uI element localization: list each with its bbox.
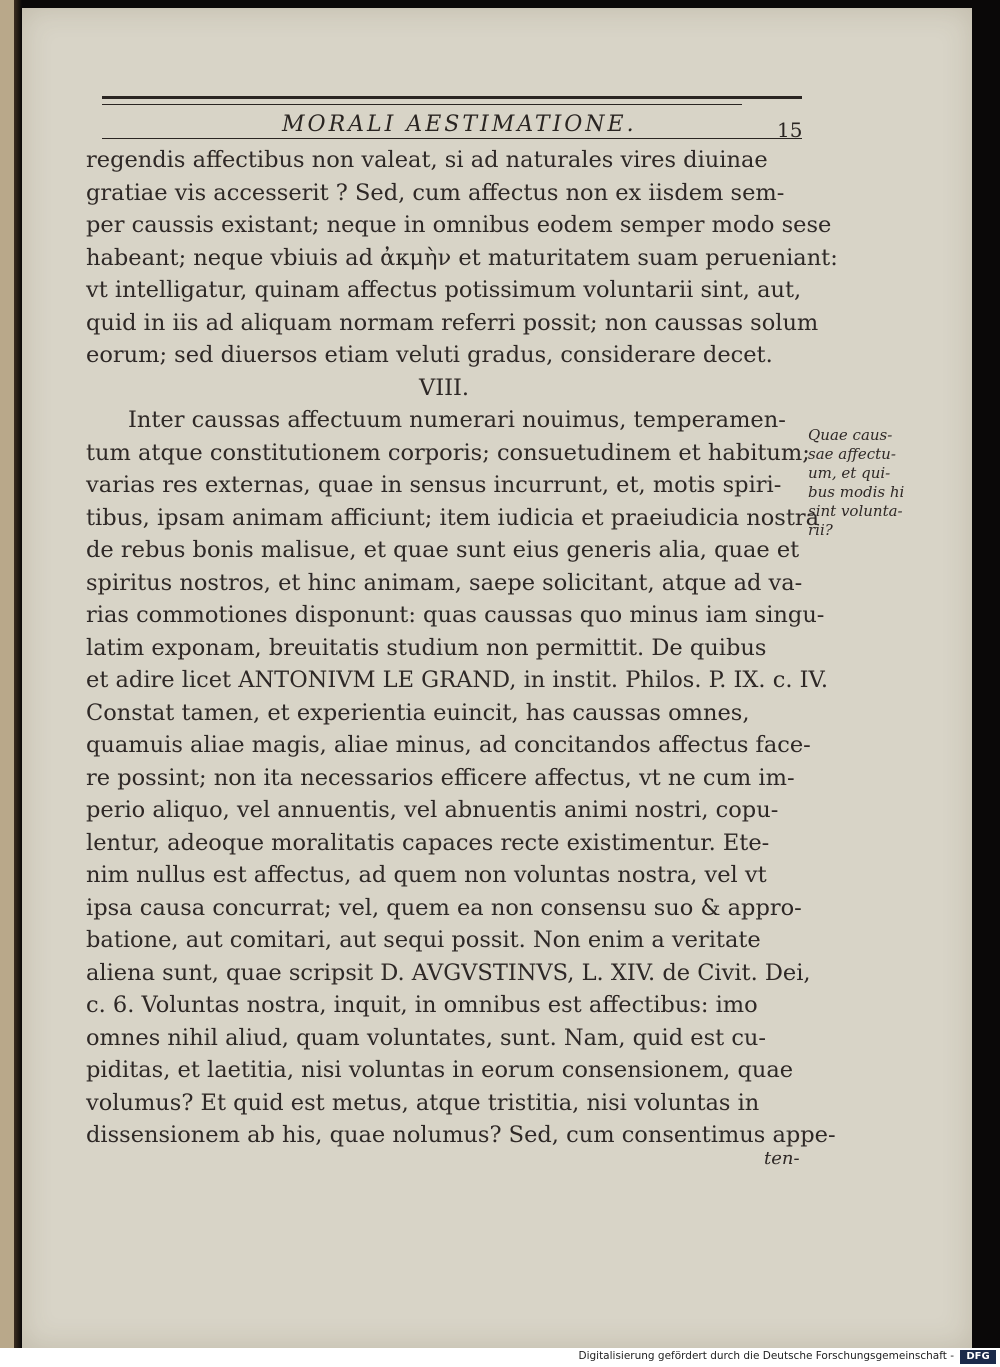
- text-line: gratiae vis accesserit ? Sed, cum affectus non ex iisdem sem-: [86, 179, 785, 206]
- text-line: per caussis existant; neque in omnibus eodem semper modo sese: [86, 212, 832, 238]
- text-line: omnes nihil aliud, quam voluntates, sunt. Nam, quid est cu-: [86, 1024, 767, 1051]
- text-line: piditas, et laetitia, nisi voluntas in eorum consensionem, quae: [86, 1057, 794, 1083]
- text-line: re possint; non ita necessarios efficere affectus, vt ne cum im-: [86, 764, 795, 791]
- page-number: 15: [777, 118, 803, 142]
- text-line: spiritus nostros, et hinc animam, saepe solicitant, atque ad va-: [86, 569, 803, 596]
- text-line: tum atque constitutionem corporis; consuetudinem et habitum;: [86, 439, 810, 466]
- marginal-note-line: rii?: [808, 521, 833, 539]
- section-heading: VIII.: [418, 374, 470, 401]
- text-line: latim exponam, breuitatis studium non permittit. De quibus: [86, 634, 767, 661]
- catchword: ten-: [764, 1148, 800, 1169]
- book-spine-edge: [0, 0, 14, 1348]
- text-line: batione, aut comitari, aut sequi possit. Non enim a veritate: [86, 927, 761, 953]
- marginal-note: [808, 426, 943, 540]
- text-line: vt intelligatur, quinam affectus potissimum voluntarii sint, aut,: [86, 277, 802, 303]
- header-rule-thin: [102, 104, 742, 105]
- text-line: quid in iis ad aliquam normam referri possit; non caussas solum: [86, 309, 819, 336]
- text-line: perio aliquo, vel annuentis, vel abnuentis animi nostri, copu-: [86, 797, 779, 823]
- text-line: lentur, adeoque moralitatis capaces recte existimentur. Ete-: [86, 829, 770, 856]
- text-line: habeant; neque vbiuis ad ἀκμὴν et maturitatem suam perueniant:: [86, 244, 838, 271]
- marginal-note-line: Quae caus-: [808, 426, 893, 444]
- text-line: nim nullus est affectus, ad quem non voluntas nostra, vel vt: [86, 862, 767, 888]
- footer-bar: [0, 1348, 1000, 1367]
- text-line: et adire licet ANTONIVM LE GRAND, in instit. Philos. P. IX. c. IV.: [86, 667, 828, 693]
- text-line: rias commotiones disponunt: quas caussas quo minus iam singu-: [86, 602, 825, 628]
- text-line: regendis affectibus non valeat, si ad naturales vires diuinae: [86, 147, 768, 173]
- marginal-note-line: sae affectu-: [808, 445, 896, 463]
- marginal-note-line: sint volunta-: [808, 502, 903, 520]
- header-rule-bottom: [102, 138, 802, 139]
- text-line: eorum; sed diuersos etiam veluti gradus, considerare decet.: [86, 342, 773, 368]
- header-rule-thick: [102, 96, 802, 99]
- text-line: aliena sunt, quae scripsit D. AVGVSTINVS, L. XIV. de Civit. Dei,: [86, 959, 811, 986]
- scanned-page: [22, 8, 972, 1348]
- text-line: c. 6. Voluntas nostra, inquit, in omnibus est affectibus: imo: [86, 992, 758, 1018]
- text-line: ipsa causa concurrat; vel, quem ea non consensu suo & appro-: [86, 894, 802, 921]
- text-line: tibus, ipsam animam afficiunt; item iudicia et praeiudicia nostra: [86, 504, 820, 531]
- marginal-note-line: um, et qui-: [808, 464, 891, 482]
- text-line: de rebus bonis malisue, et quae sunt eius generis alia, quae et: [86, 537, 800, 563]
- funding-notice: Digitalisierung gefördert durch die Deutsche Forschungsgemeinschaft -: [578, 1350, 954, 1362]
- text-line: quamuis aliae magis, aliae minus, ad concitandos affectus face-: [86, 732, 811, 758]
- text-line: Constat tamen, et experientia euincit, has caussas omnes,: [86, 699, 750, 726]
- dfg-logo: DFG: [960, 1350, 996, 1364]
- text-line: volumus? Et quid est metus, atque tristitia, nisi voluntas in: [86, 1089, 760, 1116]
- text-line: dissensionem ab his, quae nolumus? Sed, cum consentimus appe-: [86, 1122, 836, 1148]
- text-line: Inter caussas affectuum numerari nouimus, temperamen-: [128, 407, 786, 433]
- body-text: [86, 144, 838, 1152]
- marginal-note-line: bus modis hi: [808, 483, 905, 501]
- running-head: MORALI AESTIMATIONE.: [282, 112, 637, 137]
- text-line: varias res externas, quae in sensus incurrunt, et, motis spiri-: [86, 472, 782, 498]
